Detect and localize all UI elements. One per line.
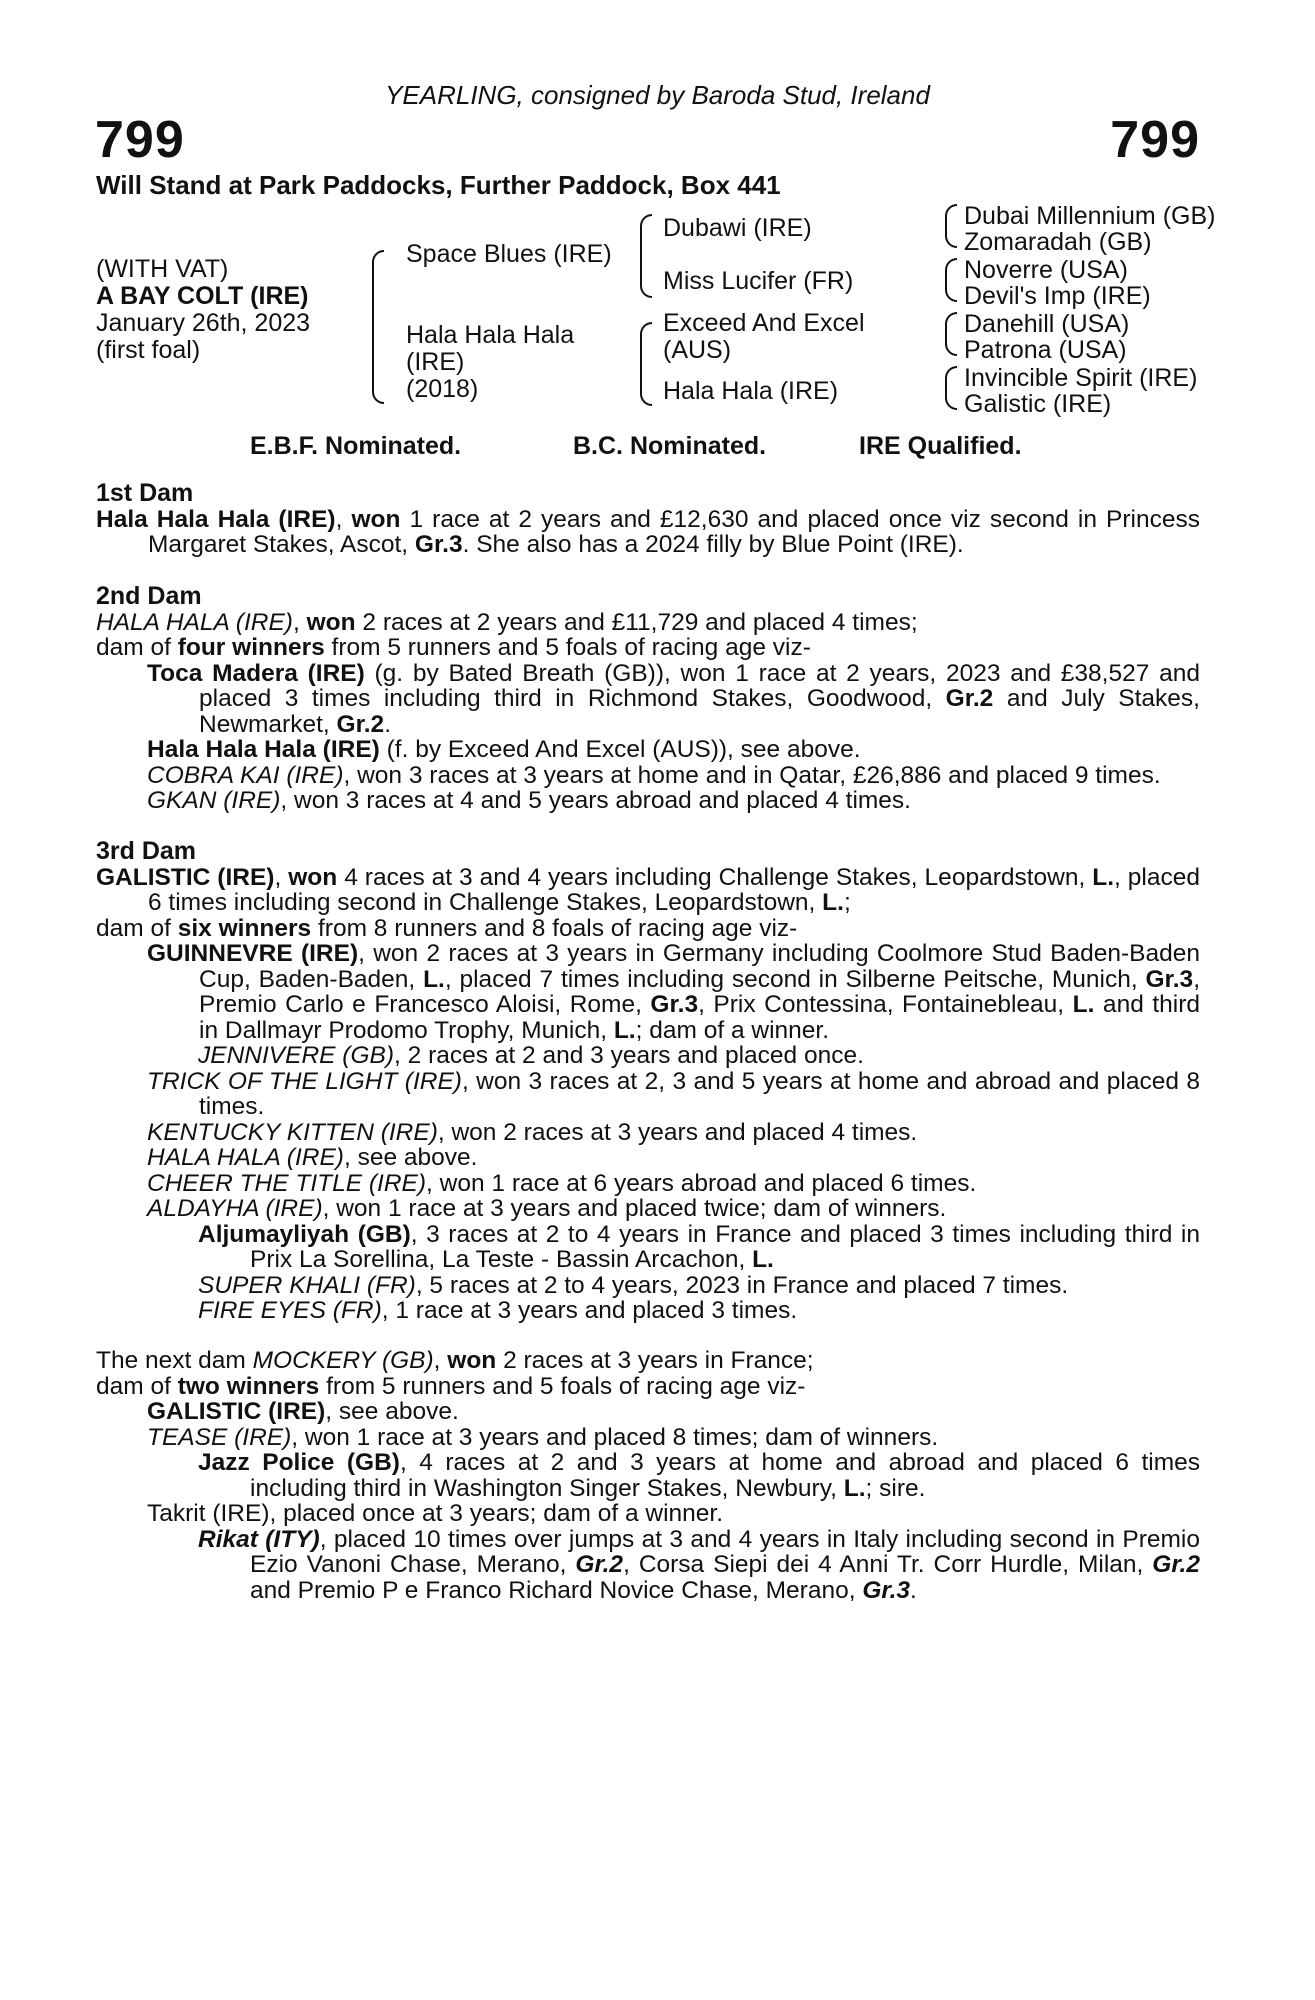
pedigree-sss: Dubai Millennium (GB) <box>964 202 1216 230</box>
second-dam-heading: 2nd Dam <box>96 582 202 610</box>
third-dam-entry: GALISTIC (IRE), won 4 races at 3 and 4 years including Challenge Stakes, Leopardstown, L., placed 6 times including second in Challenge Stakes, Leopardstown, L.; <box>96 863 1200 916</box>
ire-qualified: IRE Qualified. <box>859 432 1022 460</box>
produce-entry: Toca Madera (IRE) (g. by Bated Breath (GB)), won 1 race at 2 years, 2023 and £38,527 and placed 3 times including third in Richmond Stakes, Goodwood, Gr.2 and July Stakes, Newmarket, Gr.2. <box>147 659 1200 738</box>
produce-entry: CHEER THE TITLE (IRE), won 1 race at 6 years abroad and placed 6 times. <box>147 1169 977 1197</box>
third-dam-produce-summary: dam of six winners from 8 runners and 8 foals of racing age viz- <box>96 914 798 942</box>
produce-entry: Hala Hala Hala (IRE) (f. by Exceed And Excel (AUS)), see above. <box>147 736 861 763</box>
pedigree-ddd: Galistic (IRE) <box>964 390 1112 418</box>
pedigree-sire-sire: Dubawi (IRE) <box>663 214 812 242</box>
first-dam-name: Hala Hala Hala (IRE) <box>96 505 336 533</box>
stand-location: Will Stand at Park Paddocks, Further Paddock, Box 441 <box>96 170 781 200</box>
produce-entry: GALISTIC (IRE), see above. <box>147 1398 459 1425</box>
produce-entry: SUPER KHALI (FR), 5 races at 2 to 4 years, 2023 in France and placed 7 times. <box>198 1271 1069 1299</box>
pedigree-sire: Space Blues (IRE) <box>406 240 612 268</box>
produce-entry: Takrit (IRE), placed once at 3 years; dam of a winner. <box>147 1500 724 1527</box>
second-dam-produce-summary: dam of four winners from 5 runners and 5 foals of racing age viz- <box>96 634 811 661</box>
first-dam-section <box>96 481 1200 558</box>
second-dam-section <box>96 584 1200 814</box>
produce-entry: Aljumayliyah (GB), 3 races at 2 to 4 years in France and placed 3 times including third in Prix La Sorellina, La Teste - Bassin Arcachon, L. <box>198 1220 1200 1273</box>
grade-label: Gr.3 <box>414 531 463 558</box>
pedigree-dam-dam: Hala Hala (IRE) <box>663 377 839 405</box>
produce-entry: HALA HALA (IRE), see above. <box>147 1144 478 1171</box>
produce-entry: Rikat (ITY), placed 10 times over jumps at 3 and 4 years in Italy including second in Premio Ezio Vanoni Chase, Merano, Gr.2, Corsa Siepi dei 4 Anni Tr. Corr Hurdle, Milan, Gr.2 and Premio P e Franco Richard Novice Chase, Merano, Gr.3. <box>198 1525 1200 1604</box>
pedigree-dam-sire <box>663 310 865 364</box>
brace-dam-parents <box>640 322 652 406</box>
pedigree-dam-sire-line1: Exceed And Excel <box>663 309 865 337</box>
brace-sd <box>945 258 957 302</box>
next-dam-name: MOCKERY (GB) <box>252 1347 434 1374</box>
brace-ds <box>945 312 957 356</box>
pedigree-dam-sire-line2: (AUS) <box>663 336 732 364</box>
pedigree-dsd: Patrona (USA) <box>964 336 1127 364</box>
pedigree-dam-line3: (2018) <box>406 375 479 403</box>
brace-gen1 <box>372 250 384 404</box>
second-dam-name: HALA HALA (IRE) <box>96 608 293 636</box>
produce-entry: FIRE EYES (FR), 1 race at 3 years and placed 3 times. <box>198 1297 798 1324</box>
bc-nomination: B.C. Nominated. <box>573 432 767 460</box>
won-label: won <box>351 505 401 533</box>
pedigree-sds: Noverre (USA) <box>964 256 1128 284</box>
brace-dd <box>945 366 957 410</box>
brace-sire-parents <box>640 214 652 298</box>
produce-entry: Jazz Police (GB), 4 races at 2 and 3 years at home and abroad and placed 6 times including third in Washington Singer Stakes, Newbury, L.; sire. <box>198 1449 1200 1502</box>
pedigree-sire-dam: Miss Lucifer (FR) <box>663 267 854 295</box>
third-dam-heading: 3rd Dam <box>96 837 197 865</box>
produce-entry: GKAN (IRE), won 3 races at 4 and 5 years abroad and placed 4 times. <box>147 787 911 814</box>
second-dam-entry: HALA HALA (IRE), won 2 races at 2 years and £11,729 and placed 4 times; <box>96 608 918 636</box>
pedigree-dam-line2: (IRE) <box>406 348 465 376</box>
third-dam-name: GALISTIC (IRE) <box>96 863 275 891</box>
vat-note: (WITH VAT) <box>96 255 229 283</box>
next-dam-section <box>96 1348 1200 1603</box>
pedigree-dam-line1: Hala Hala Hala <box>406 321 575 349</box>
ebf-nomination: E.B.F. Nominated. <box>250 432 462 460</box>
produce-entry: TRICK OF THE LIGHT (IRE), won 3 races at 2, 3 and 5 years at home and abroad and placed 8 times. <box>147 1067 1200 1120</box>
catalogue-subtitle: YEARLING, consigned by Baroda Stud, Ireland <box>385 80 930 110</box>
produce-entry: JENNIVERE (GB), 2 races at 2 and 3 years and placed once. <box>198 1042 864 1069</box>
pedigree-dds: Invincible Spirit (IRE) <box>964 364 1198 392</box>
horse-name: A BAY COLT (IRE) <box>96 282 309 310</box>
next-dam-entry: The next dam MOCKERY (GB), won 2 races at 3 years in France; <box>96 1347 814 1374</box>
lot-number-right: 799 <box>1110 111 1200 169</box>
produce-entry: COBRA KAI (IRE), won 3 races at 3 years at home and in Qatar, £26,886 and placed 9 times. <box>147 761 1161 789</box>
foal-note: (first foal) <box>96 336 201 364</box>
horse-info <box>96 256 310 364</box>
pedigree-sdd: Devil's Imp (IRE) <box>964 282 1151 310</box>
lot-number-left: 799 <box>95 111 185 169</box>
produce-entry: TEASE (IRE), won 1 race at 3 years and placed 8 times; dam of winners. <box>147 1423 939 1451</box>
pedigree-dss: Danehill (USA) <box>964 310 1130 338</box>
brace-ss <box>945 204 957 248</box>
foaling-date: January 26th, 2023 <box>96 309 311 337</box>
next-dam-produce-summary: dam of two winners from 5 runners and 5 foals of racing age viz- <box>96 1372 806 1400</box>
produce-entry: GUINNEVRE (IRE), won 2 races at 3 years in Germany including Coolmore Stud Baden-Baden Cup, Baden-Baden, L., placed 7 times including second in Silberne Peitsche, Munich, Gr.3, Premio Carlo e Francesco Aloisi, Rome, Gr.3, Prix Contessina, Fontainebleau, L. and third in Dallmayr Prodomo Trophy, Munich, L.; dam of a winner. <box>147 940 1200 1044</box>
produce-entry: ALDAYHA (IRE), won 1 race at 3 years and placed twice; dam of winners. <box>147 1195 947 1222</box>
pedigree-dam <box>406 322 574 403</box>
first-dam-entry: Hala Hala Hala (IRE), won 1 race at 2 years and £12,630 and placed once viz second in Princess Margaret Stakes, Ascot, Gr.3. She also has a 2024 filly by Blue Point (IRE). <box>96 505 1200 558</box>
first-dam-heading: 1st Dam <box>96 479 194 507</box>
produce-entry: KENTUCKY KITTEN (IRE), won 2 races at 3 years and placed 4 times. <box>147 1118 918 1146</box>
pedigree-ssd: Zomaradah (GB) <box>964 228 1152 256</box>
third-dam-section <box>96 839 1200 1324</box>
